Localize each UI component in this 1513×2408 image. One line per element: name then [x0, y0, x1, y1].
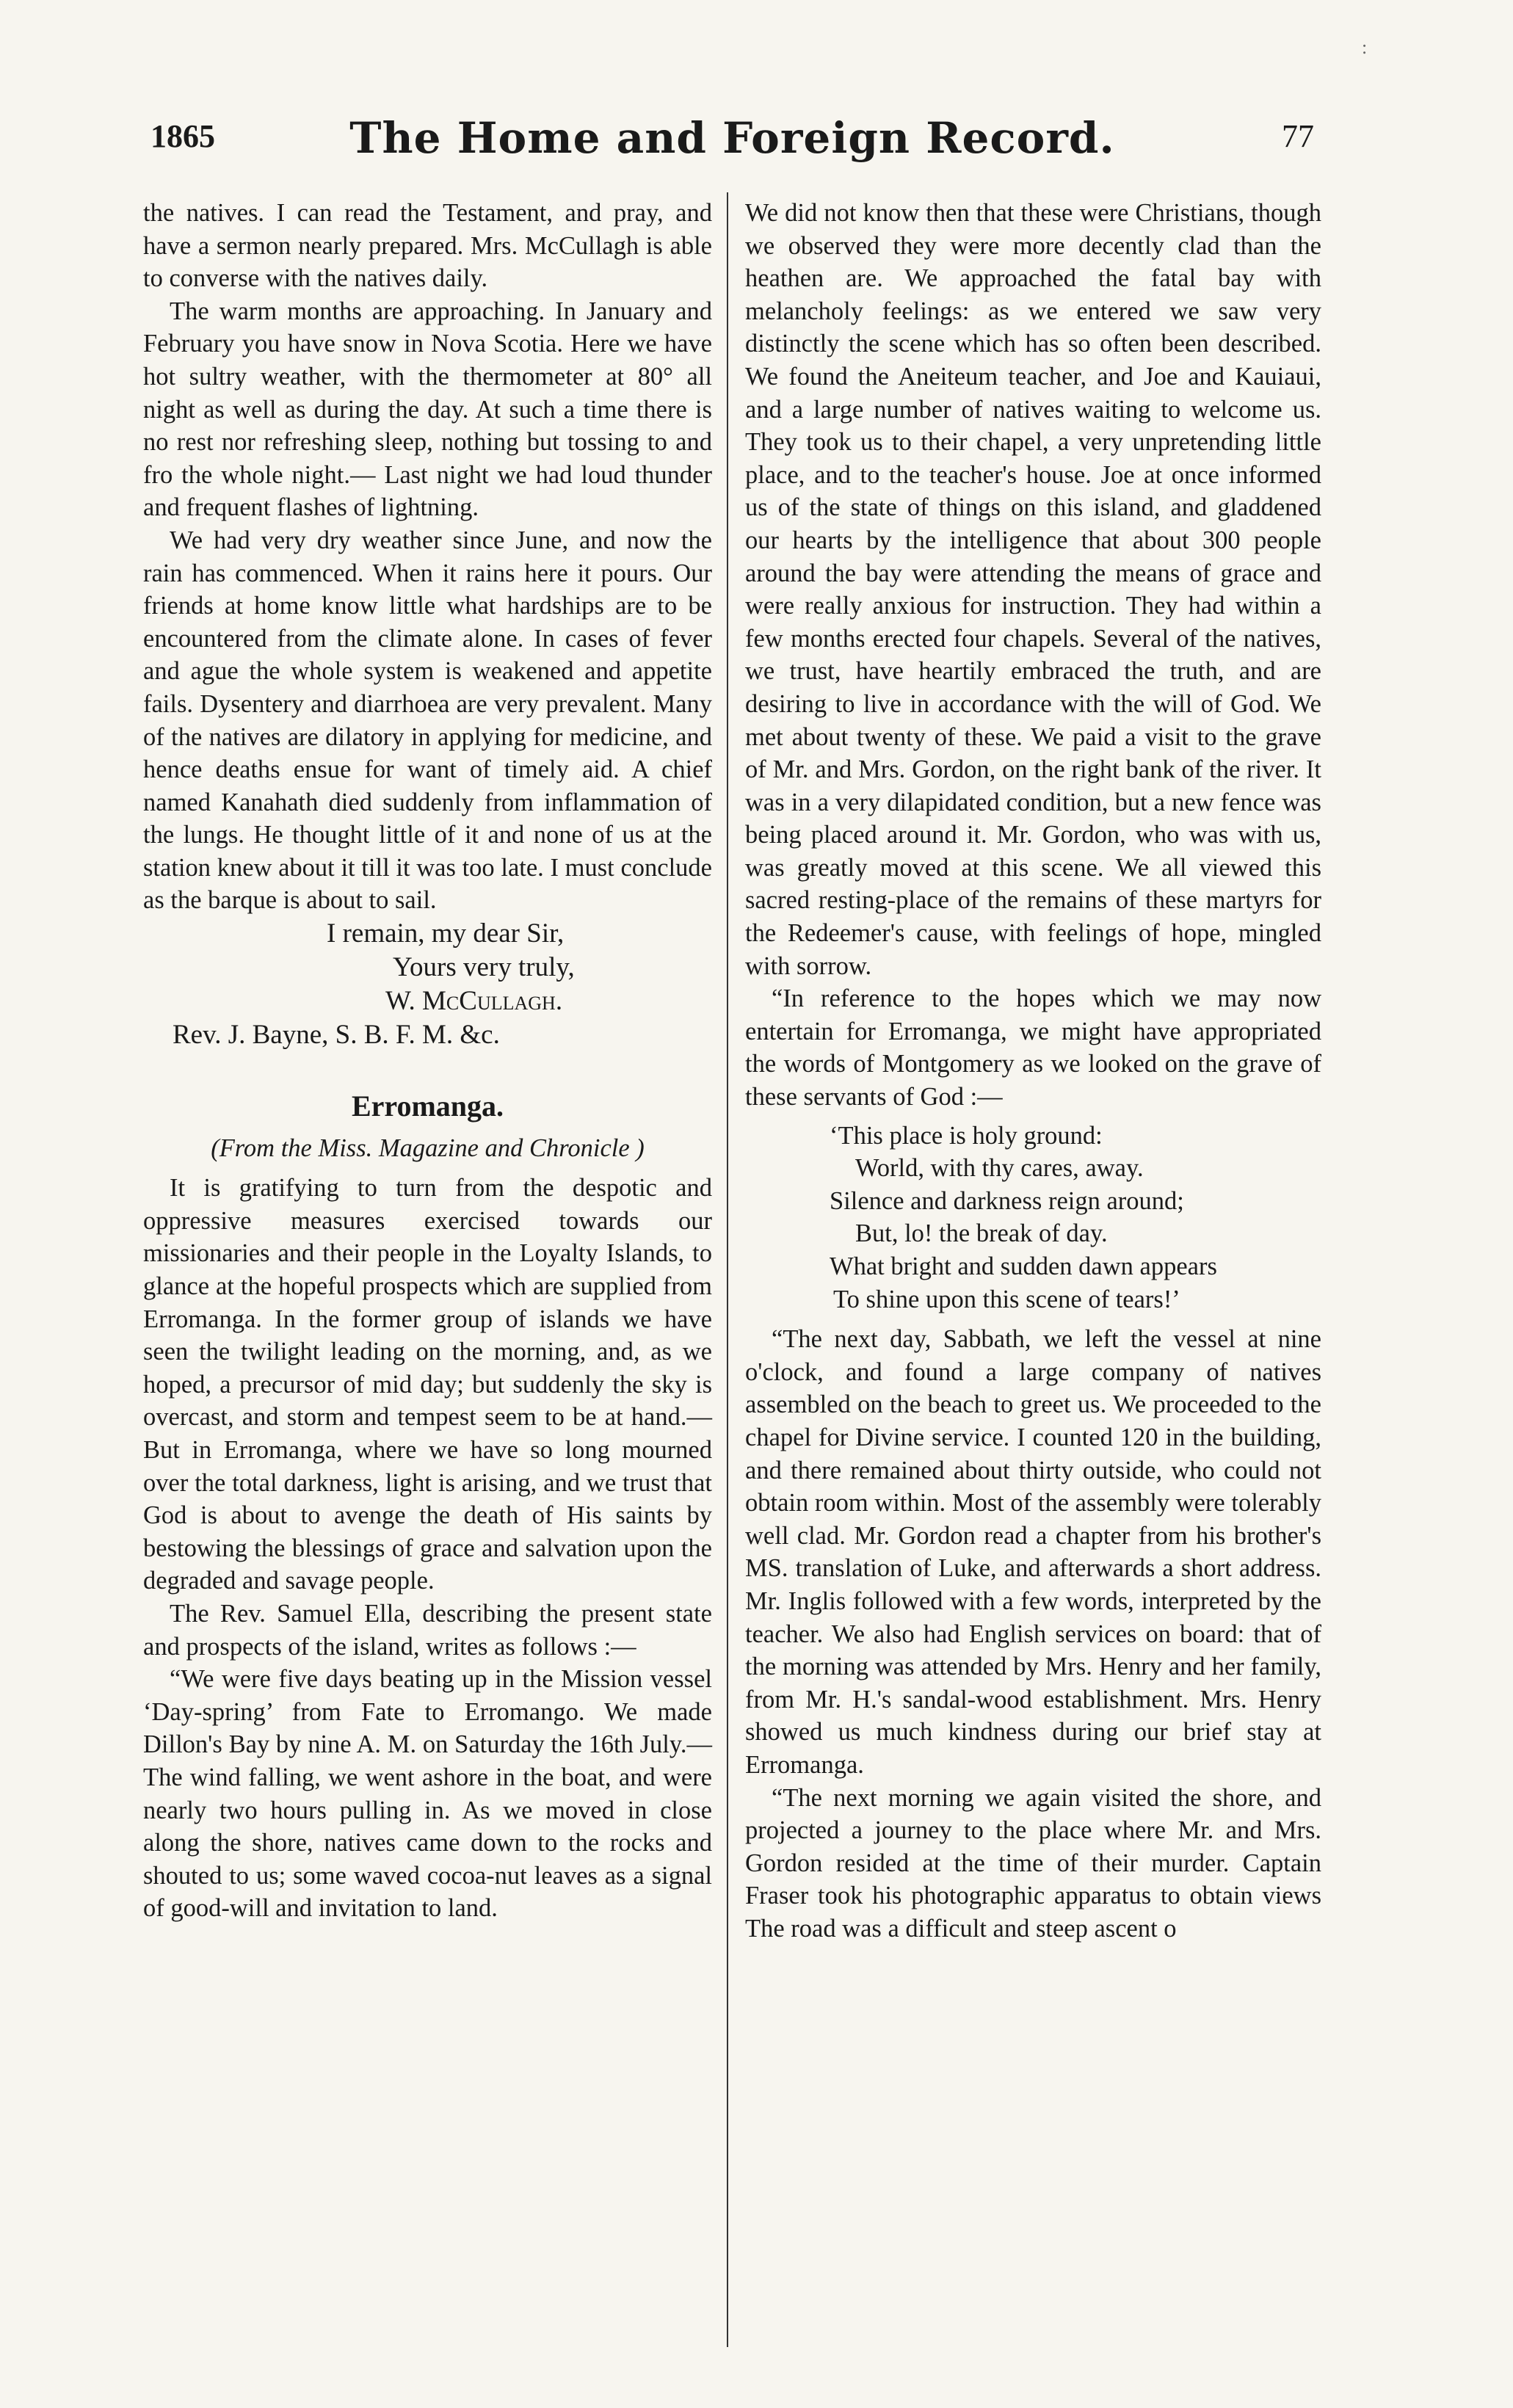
poem-line: What bright and sudden dawn appears: [830, 1252, 1217, 1280]
paragraph: “The next day, Sabbath, we left the vessel at nine o'clock, and found a large company of natives assembled on the beach to greet us. We proceeded to the chapel for Divine service. I counted 120 in the building, and there remained about thirty outside, who could not obtain room within. Most of the assembly were tolerably well clad. Mr. Gordon read a chapter from his brother's MS. translation of Luke, and afterwards a short address. Mr. Inglis followed with a few words, interpreted by the teacher. We also had English services on board: that of the morning was attended by Mrs. Henry and her family, from Mr. H.'s sandal-wood establishment. Mrs. Henry showed us much kindness during our brief stay at Erromanga.: [745, 1325, 1321, 1779]
paragraph: the natives. I can read the Testament, and pray, and have a sermon nearly prepared. Mrs. McCullagh is able to converse with the natives daily.: [143, 199, 712, 293]
letter-signature: W. McCullagh.: [385, 986, 563, 1017]
paragraph: “We were five days beating up in the Mission vessel ‘Day-spring’ from Fate to Erromango. We made Dillon's Bay by nine A. M. on Saturday the 16th July.— The wind falling, we went ashore in the boat, and were nearly two hours pulling in. As we moved in close along the shore, natives came down to the rocks and shouted to us; some waved cocoa-nut leaves as a signal of good-will and invitation to land.: [143, 1665, 712, 1923]
header-year: 1865: [150, 118, 215, 154]
section-title: Erromanga.: [351, 1089, 504, 1123]
paragraph: The warm months are approaching. In January and February you have snow in Nova Scotia. Here we have hot sultry weather, with the thermometer at 80° all night as well as during the day. At such a time there is no rest nor refreshing sleep, nothing but tossing to and fro the whole night.— Last night we had loud thunder and frequent flashes of lightning.: [143, 297, 712, 522]
poem-quotation: [745, 1120, 1321, 1316]
letter-closing: I remain, my dear Sir,: [327, 918, 565, 949]
corner-mark: :: [1362, 37, 1368, 58]
paragraph: “In reference to the hopes which we may now entertain for Erromanga, we might have appropriated the words of Montgomery as we looked on the grave of these servants of God :—: [745, 984, 1321, 1111]
page-number: 77: [1282, 118, 1314, 154]
page-header: [150, 113, 1314, 176]
poem-line: World, with thy cares, away.: [855, 1154, 1144, 1183]
paragraph: It is gratifying to turn from the despotic and oppressive measures exercised towards our missionaries and their people in the Loyalty Islands, to glance at the hopeful prospects which are supplied from Erromanga. In the former group of islands we have seen the twilight leading on the morning, and, as we hoped, a precursor of mid day; but suddenly the sky is overcast, and storm and tempest seem to be at hand.— But in Erromanga, where we have so long mourned over the total darkness, light is arising, and we trust that God is about to avenge the death of His saints by bestowing the blessings of grace and salvation upon the degraded and savage people.: [143, 1174, 712, 1595]
paragraph: “The next morning we again visited the shore, and projected a journey to the place where Mr. and Mrs. Gordon resided at the time of their murder. Captain Fraser took his photographic apparatus to obtain views The road was a difficult and steep ascent o: [745, 1783, 1321, 1943]
poem-line: ‘This place is holy ground:: [830, 1121, 1103, 1150]
poem-line: But, lo! the break of day.: [855, 1219, 1108, 1248]
right-column: [745, 197, 1321, 1945]
paragraph: We had very dry weather since June, and now the rain has commenced. When it rains here it pours. Our friends at home know little what hardships are to be encountered from the climate alone. In cases of fever and ague the whole system is weakened and appetite fails. Dysentery and diarrhoea are very prevalent. Many of the natives are dilatory in applying for medicine, and hence deaths ensue for want of timely aid. A chief named Kanahath died suddenly from inflammation of the lungs. He thought little of it and none of us at the station knew about it till it was too late. I must conclude as the barque is about to sail.: [143, 526, 712, 915]
publication-title: The Home and Foreign Record.: [349, 113, 1115, 163]
poem-line: To shine upon this scene of tears!’: [833, 1285, 1180, 1313]
paragraph: The Rev. Samuel Ella, describing the present state and prospects of the island, writes as follows :—: [143, 1599, 712, 1661]
letter-valediction: Yours very truly,: [393, 952, 575, 983]
column-divider: [727, 192, 728, 2347]
letter-addressee: Rev. J. Bayne, S. B. F. M. &c.: [173, 1020, 500, 1051]
section-source: (From the Miss. Magazine and Chronicle ): [211, 1134, 645, 1162]
poem-line: Silence and darkness reign around;: [830, 1186, 1184, 1215]
left-column: [143, 197, 712, 1925]
paragraph: We did not know then that these were Christians, though we observed they were more decently clad than the heathen are. We approached the fatal bay with melancholy feelings: as we entered we saw very distinctly the scene which has so often been described. We found the Aneiteum teacher, and Joe and Kauiaui, and a large number of natives waiting to welcome us. They took us to their chapel, a very unpretending little place, and to the teacher's house. Joe at once informed us of the state of things on this island, and gladdened our hearts by the intelligence that about 300 people around the bay were attending the means of grace and were really anxious for instruction. They had within a few months erected four chapels. Several of the natives, we trust, have heartily embraced the truth, and are desiring to live in accordance with the will of God. We met about twenty of these. We paid a visit to the grave of Mr. and Mrs. Gordon, on the right bank of the river. It was in a very dilapidated condition, but a new fence was being placed around it. Mr. Gordon, who was with us, was greatly moved at this scene. We all viewed this sacred resting-place of the remains of these martyrs for the Redeemer's cause, with feelings of hope, mingled with sorrow.: [745, 199, 1321, 980]
